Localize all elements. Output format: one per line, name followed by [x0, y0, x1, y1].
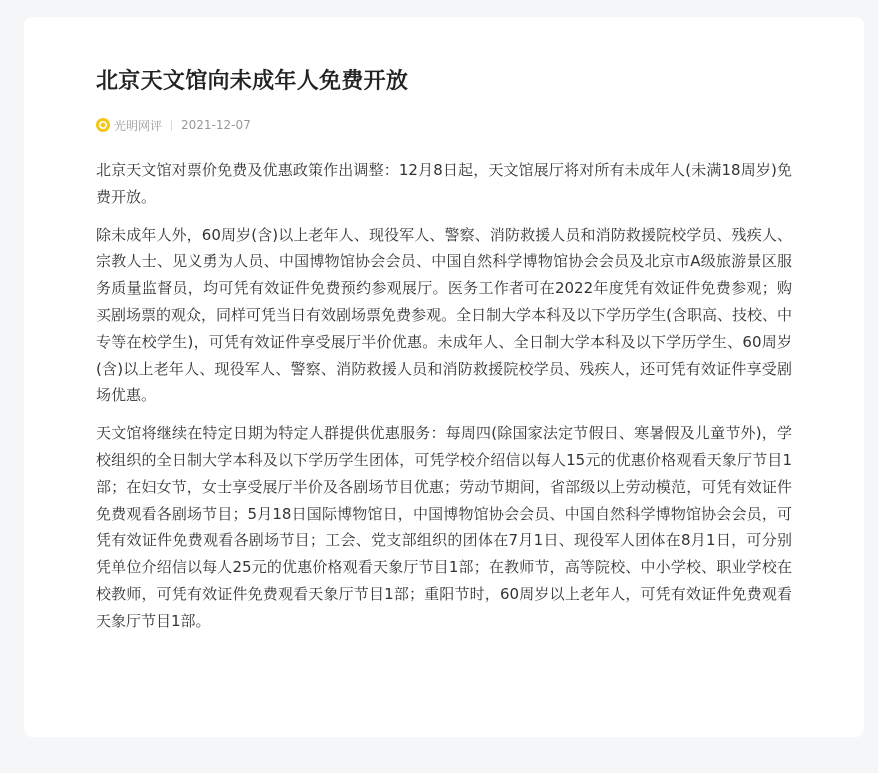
meta-divider	[171, 120, 172, 131]
article-paragraph: 天文馆将继续在特定日期为特定人群提供优惠服务：每周四(除国家法定节假日、寒暑假及儿童节外)，学校组织的全日制大学本科及以下学历学生团体，可凭学校介绍信以每人15元的优惠价格观看天象厅节目1部；在妇女节，女士享受展厅半价及各剧场节目优惠；劳动节期间，省部级以上劳动模范，可凭有效证件免费观看各剧场节目；5月18日国际博物馆日，中国博物馆协会会员、中国自然科学博物馆协会会员，可凭有效证件免费观看各剧场节目；工会、党支部组织的团体在7月1日、现役军人团体在8月1日，可分别凭单位介绍信以每人25元的优惠价格观看天象厅节目1部；在教师节，高等院校、中小学校、职业学校在校教师，可凭有效证件免费观看天象厅节目1部；重阳节时，60周岁以上老年人，可凭有效证件免费观看天象厅节目1部。	[96, 424, 792, 630]
article-title: 北京天文馆向未成年人免费开放	[96, 69, 409, 94]
article-paragraph: 北京天文馆对票价免费及优惠政策作出调整：12月8日起，天文馆展厅将对所有未成年人(未满18周岁)免费开放。	[96, 161, 792, 206]
article-meta	[96, 115, 792, 135]
article-date: 2021-12-07	[181, 118, 251, 132]
source-logo-icon	[96, 118, 110, 132]
article-paragraph: 除未成年人外，60周岁(含)以上老年人、现役军人、警察、消防救援人员和消防救援院校学员、残疾人、宗教人士、见义勇为人员、中国博物馆协会会员、中国自然科学博物馆协会会员及北京市A级旅游景区服务质量监督员，均可凭有效证件免费预约参观展厅。医务工作者可在2022年度凭有效证件免费参观；购买剧场票的观众，同样可凭当日有效剧场票免费参观。全日制大学本科及以下学历学生(含职高、技校、中专等在校学生)，可凭有效证件享受展厅半价优惠。未成年人、全日制大学本科及以下学历学生、60周岁(含)以上老年人、现役军人、警察、消防救援人员和消防救援院校学员、残疾人，还可凭有效证件享受剧场优惠。	[96, 225, 792, 405]
article-card	[24, 17, 864, 737]
article-source[interactable]: 光明网评	[114, 118, 163, 133]
article-body	[96, 157, 792, 635]
